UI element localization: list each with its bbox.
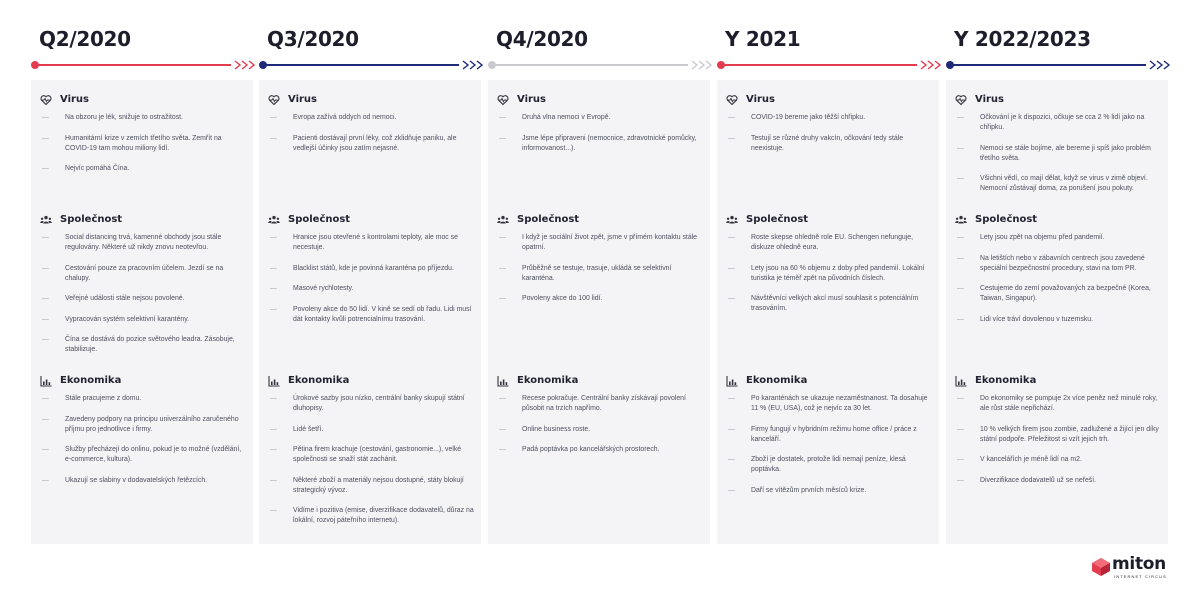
dash-bullet: — [270, 476, 277, 484]
list-item-text: Cestujeme do zemí považovaných za bezpečné (Korea, Taiwan, Singapur). [980, 285, 1151, 302]
list-item-text: Recese pokračuje. Centrální banky získávají povolení působit na trzích napřímo. [522, 395, 686, 412]
timeline-line [721, 64, 917, 66]
section-header [497, 92, 704, 106]
list-item-text: Po karanténách se ukazuje nezaměstnanost. Ta dosahuje 11 % (EU, USA), což je nejvíc za 30 let. [751, 395, 928, 412]
list-item [955, 144, 1162, 164]
section-economy [497, 373, 704, 466]
list-item [40, 394, 247, 404]
section-title: Ekonomika [975, 374, 1037, 386]
list-item-text: Zavedeny podpory na principu univerzálního zaručeného příjmu pro jednotlivce i firmy. [65, 415, 239, 433]
list-item [955, 455, 1162, 465]
section-society [955, 212, 1162, 335]
list-item-text: Povoleny akce do 100 lidí. [522, 295, 603, 302]
section-header [268, 212, 475, 226]
timeline-line [263, 64, 459, 66]
dash-bullet: — [957, 476, 964, 484]
dash-bullet: — [957, 144, 964, 152]
dash-bullet: — [499, 395, 506, 402]
dash-bullet: — [957, 425, 964, 433]
list-item [268, 305, 475, 325]
list-item-text: Čína se dostává do pozice světového leadra. Zásobuje, stabilizuje. [65, 336, 235, 353]
timeline-arrows-icon [1148, 58, 1174, 72]
section-header [497, 212, 704, 226]
list-item [40, 164, 247, 174]
dash-bullet: — [42, 446, 49, 453]
list-item [726, 264, 933, 284]
period-heading: Q3/2020 [267, 27, 359, 51]
list-item-text: Očkování je k dispozici, očkuje se cca 2 % lidí jako na chřipku. [980, 114, 1145, 131]
list-item [40, 264, 247, 284]
list-item [497, 394, 704, 414]
dash-bullet: — [499, 425, 506, 433]
dash-bullet: — [270, 425, 277, 433]
section-title: Společnost [975, 213, 1038, 225]
heartbeat-icon [726, 93, 738, 105]
section-header [955, 212, 1162, 226]
people-icon [497, 213, 509, 225]
dash-bullet: — [270, 234, 277, 241]
list-item-text: Průběžně se testuje, trasuje, ukládá se selektivní karanténa. [522, 264, 672, 282]
list-item-text: Evropa zažívá oddych od nemoci. [293, 114, 397, 121]
section-economy [955, 373, 1162, 496]
list-item-text: Testují se různé druhy vakcín, očkování tedy stále neexistuje. [751, 134, 904, 152]
dash-bullet: — [42, 134, 49, 142]
list-item [955, 233, 1162, 243]
miton-logo [1091, 556, 1181, 582]
section-society [497, 212, 704, 315]
list-item-text: Vypracován systém selektivní karantény. [65, 315, 190, 323]
timeline-track [31, 58, 260, 72]
list-item-text: Druhá vlna nemoci v Evropě. [522, 114, 611, 121]
list-item [268, 113, 475, 123]
list-item [726, 455, 933, 475]
section-header [40, 212, 247, 226]
timeline-track [259, 58, 488, 72]
bar-chart-icon [497, 374, 509, 386]
dash-bullet: — [728, 395, 735, 402]
list-item-text: Blacklist států, kde je povinná karanténa po příjezdu. [293, 264, 454, 272]
dash-bullet: — [270, 264, 277, 272]
dash-bullet: — [270, 285, 277, 292]
list-item-text: Pětina firem krachuje (cestování, gastronomie...), velké společnosti se snaží stát zachánit. [293, 446, 462, 463]
dash-bullet: — [270, 134, 277, 142]
bar-chart-icon [40, 374, 52, 386]
list-item [40, 415, 247, 435]
dash-bullet: — [957, 315, 964, 323]
dash-bullet: — [728, 295, 735, 302]
list-item [268, 506, 475, 526]
list-item-text: 10 % velkých firem jsou zombie, zadlužené a žijící jen díky státní podpoře. Přeležitost si vzít jejich trh. [980, 425, 1159, 443]
dash-bullet: — [270, 305, 277, 313]
list-item-text: Ukazují se slabiny v dodavatelských řetězcích. [65, 476, 208, 484]
list-item [497, 425, 704, 435]
list-item-text: Všichni vědí, co mají dělat, když se virus v zimě objeví. Nemocní zůstávají doma, za porušení jsou pokuty. [980, 175, 1148, 192]
dash-bullet: — [728, 134, 735, 142]
list-item [726, 294, 933, 314]
list-item [726, 394, 933, 414]
dash-bullet: — [42, 114, 49, 121]
dash-bullet: — [270, 395, 277, 402]
dash-bullet: — [42, 336, 49, 343]
list-item [497, 134, 704, 154]
bar-chart-icon [955, 374, 967, 386]
list-item-text: Služby přecházejí do onlinu, pokud je to možné (vzdělání, e-commerce, kultura). [65, 446, 242, 463]
list-item-text: Roste skepse ohledně role EU. Schengen nefunguje, diskuze ohledně eura. [751, 234, 914, 251]
section-title: Virus [746, 93, 775, 105]
dash-bullet: — [728, 486, 735, 494]
section-header [955, 373, 1162, 387]
list-item [40, 476, 247, 486]
dash-bullet: — [728, 425, 735, 433]
list-item [497, 445, 704, 455]
timeline-dot [488, 61, 496, 69]
period-heading: Q2/2020 [39, 27, 131, 51]
section-title: Společnost [517, 213, 580, 225]
list-item-text: Hranice jsou otevřené s kontrolami teploty, ale moc se necestuje. [293, 234, 458, 251]
section-header [40, 373, 247, 387]
list-item-text: Stále pracujeme z domu. [65, 395, 142, 402]
list-item [268, 394, 475, 414]
timeline-dot [946, 61, 954, 69]
list-item [726, 134, 933, 154]
dash-bullet: — [728, 264, 735, 272]
section-title: Virus [975, 93, 1004, 105]
timeline-track [946, 58, 1175, 72]
section-header [726, 212, 933, 226]
dash-bullet: — [499, 114, 506, 121]
list-item [268, 134, 475, 154]
list-item [40, 445, 247, 465]
heartbeat-icon [955, 93, 967, 105]
list-item-text: Nejvíc pomáhá Čína. [65, 165, 130, 172]
list-item-text: Diverzifikace dodavatelů už se neřeší. [980, 476, 1097, 484]
list-item-text: Vidíme i pozitiva (emise, diverzifikace dodavatelů, důraz na lokální, rozvoj páteřního internetu). [293, 507, 474, 524]
dash-bullet: — [499, 295, 506, 302]
dash-bullet: — [728, 234, 735, 241]
list-item [268, 445, 475, 465]
dash-bullet: — [42, 295, 49, 302]
dash-bullet: — [270, 114, 277, 121]
period-heading: Y 2021 [725, 27, 801, 51]
dash-bullet: — [499, 234, 506, 241]
dash-bullet: — [42, 395, 49, 402]
list-item [40, 315, 247, 325]
dash-bullet: — [957, 285, 964, 292]
list-item [40, 335, 247, 355]
list-item [955, 394, 1162, 414]
people-icon [268, 213, 280, 225]
list-item [268, 264, 475, 274]
people-icon [955, 213, 967, 225]
list-item-text: Lidé šetří. [293, 425, 324, 433]
dash-bullet: — [957, 114, 964, 121]
timeline-track [488, 58, 717, 72]
list-item-text: Zboží je dostatek, protože lidi nemají peníze, klesá poptávka. [751, 456, 906, 473]
list-item [955, 174, 1162, 194]
dash-bullet: — [728, 456, 735, 463]
section-header [955, 92, 1162, 106]
dash-bullet: — [499, 446, 506, 453]
list-item-text: Masové rychlotesty. [293, 285, 354, 292]
list-item-text: Návštěvníci velkých akcí musí souhlasit s potenciálním trasováním. [751, 295, 919, 312]
list-item [726, 425, 933, 445]
list-item [268, 233, 475, 253]
section-title: Virus [288, 93, 317, 105]
section-header [497, 373, 704, 387]
list-item-text: Firmy fungují v hybridním režimu home office / práce z kanceláří. [751, 425, 917, 443]
miton-logo-icon [1091, 557, 1111, 577]
section-title: Virus [60, 93, 89, 105]
bar-chart-icon [726, 374, 738, 386]
list-item-text: Pacienti dostávají první léky, což zklidňuje paniku, ale vedlejší účinky jsou zatím nejasné. [293, 134, 457, 152]
brand-tagline: INTERNET CIRCUS [1114, 574, 1167, 579]
list-item [497, 113, 704, 123]
people-icon [40, 213, 52, 225]
list-item-text: Humanitární krize v zemích třetího světa. Zemřít na COVID-19 tam mohou miliony lidí. [65, 134, 222, 152]
list-item [268, 425, 475, 435]
list-item [726, 486, 933, 496]
timeline-arrows-icon [233, 58, 259, 72]
section-economy [726, 373, 933, 506]
list-item [497, 233, 704, 253]
list-item-text: Lidi více tráví dovolenou v tuzemsku. [980, 315, 1093, 323]
list-item-text: Lety jsou zpět na objemu před pandemií. [980, 234, 1105, 241]
section-title: Ekonomika [517, 374, 579, 386]
dash-bullet: — [42, 415, 49, 423]
dash-bullet: — [270, 446, 277, 453]
list-item [955, 113, 1162, 133]
dash-bullet: — [728, 114, 735, 121]
list-item-text: Veřejné události stále nejsou povolené. [65, 295, 185, 302]
dash-bullet: — [957, 175, 964, 182]
section-virus [955, 92, 1162, 205]
timeline-arrows-icon [919, 58, 945, 72]
section-society [268, 212, 475, 335]
timeline-dot [717, 61, 725, 69]
list-item [955, 476, 1162, 486]
dash-bullet: — [957, 456, 964, 463]
heartbeat-icon [497, 93, 509, 105]
period-card [488, 80, 710, 544]
dash-bullet: — [957, 395, 964, 402]
brand-name: miton [1112, 554, 1166, 574]
dash-bullet: — [957, 254, 964, 262]
list-item-text: COVID-19 bereme jako těžší chřipku. [751, 114, 866, 121]
timeline-dot [259, 61, 267, 69]
period-card [31, 80, 253, 544]
period-heading: Y 2022/2023 [954, 27, 1091, 51]
list-item [40, 233, 247, 253]
list-item-text: Povoleny akce do 50 lidí. V kině se sedí ob řadu. Lidi musí dát kontakty kvůli potrencialnímu trasování. [293, 305, 472, 323]
section-society [726, 212, 933, 325]
list-item [268, 476, 475, 496]
section-economy [268, 373, 475, 537]
list-item-text: Online business roste. [522, 425, 591, 433]
section-title: Společnost [746, 213, 809, 225]
section-title: Ekonomika [746, 374, 808, 386]
dash-bullet: — [42, 315, 49, 323]
list-item-text: Jsme lépe připraveni (nemocnice, zdravotnické pomůcky, informovanost...). [522, 134, 697, 152]
heartbeat-icon [40, 93, 52, 105]
timeline-line [950, 64, 1146, 66]
list-item [726, 113, 933, 123]
list-item [497, 264, 704, 284]
section-title: Virus [517, 93, 546, 105]
timeline-line [492, 64, 688, 66]
timeline-arrows-icon [690, 58, 716, 72]
section-title: Ekonomika [288, 374, 350, 386]
section-title: Společnost [60, 213, 123, 225]
list-item [40, 113, 247, 123]
list-item [726, 233, 933, 253]
list-item [497, 294, 704, 304]
list-item [955, 315, 1162, 325]
list-item-text: Cestování pouze za pracovním účelem. Jezdí se na chalupy. [65, 264, 224, 282]
section-header [726, 373, 933, 387]
dash-bullet: — [42, 264, 49, 272]
period-card [259, 80, 481, 544]
list-item-text: I když je sociální život zpět, jsme v přímém kontaktu stále opatrní. [522, 234, 698, 251]
section-title: Ekonomika [60, 374, 122, 386]
list-item-text: Social distancing trvá, kamenné obchody jsou stále regulovány. Některé už nikdy znovu neotevřou. [65, 234, 222, 251]
section-header [268, 373, 475, 387]
list-item-text: Daří se vítězům prvních měsíců krize. [751, 486, 867, 494]
list-item-text: Lety jsou na 60 % objemu z doby před pandemií. Lokální turistika je téměř zpět na původních číslech. [751, 264, 925, 282]
section-title: Společnost [288, 213, 351, 225]
section-header [40, 92, 247, 106]
timeline-arrows-icon [461, 58, 487, 72]
dash-bullet: — [499, 264, 506, 272]
list-item [40, 294, 247, 304]
section-header [726, 92, 933, 106]
list-item-text: Padá poptávka po kancelářských prostorech. [522, 446, 660, 453]
list-item-text: Na obzoru je lék, snižuje to ostražitost. [65, 114, 183, 121]
list-item [955, 425, 1162, 445]
list-item-text: Na letištích nebo v zábavních centrech jsou zavedené speciální bezpečnostní procedury, stavi na tom PR. [980, 254, 1145, 272]
period-heading: Q4/2020 [496, 27, 588, 51]
list-item [40, 134, 247, 154]
timeline-track [717, 58, 946, 72]
dash-bullet: — [42, 476, 49, 484]
list-item [955, 254, 1162, 274]
list-item-text: Nemoci se stále bojíme, ale bereme ji spíš jako problém třetího světa. [980, 144, 1151, 162]
people-icon [726, 213, 738, 225]
section-header [268, 92, 475, 106]
list-item-text: Do ekonomiky se pumpuje 2x více peněz než minulé roky, ale růst stále nepřichází. [980, 395, 1158, 412]
heartbeat-icon [268, 93, 280, 105]
dash-bullet: — [957, 234, 964, 241]
section-society [40, 212, 247, 366]
period-card [717, 80, 939, 544]
timeline-dot [31, 61, 39, 69]
dash-bullet: — [499, 134, 506, 142]
period-card [946, 80, 1168, 544]
bar-chart-icon [268, 374, 280, 386]
dash-bullet: — [42, 165, 49, 172]
list-item-text: Úrokové sazby jsou nízko, centrální banky skupují státní dluhopisy. [293, 395, 465, 412]
list-item-text: V kancelářích je méně lidí na m2. [980, 456, 1082, 463]
timeline-line [35, 64, 231, 66]
section-virus [726, 92, 933, 164]
list-item [955, 284, 1162, 304]
section-virus [497, 92, 704, 164]
section-virus [40, 92, 247, 185]
list-item [268, 284, 475, 294]
list-item-text: Některé zboží a materiály nejsou dostupné, státy blokují strategický vývoz. [293, 476, 464, 494]
section-virus [268, 92, 475, 164]
dash-bullet: — [270, 507, 277, 514]
section-economy [40, 373, 247, 496]
dash-bullet: — [42, 234, 49, 241]
